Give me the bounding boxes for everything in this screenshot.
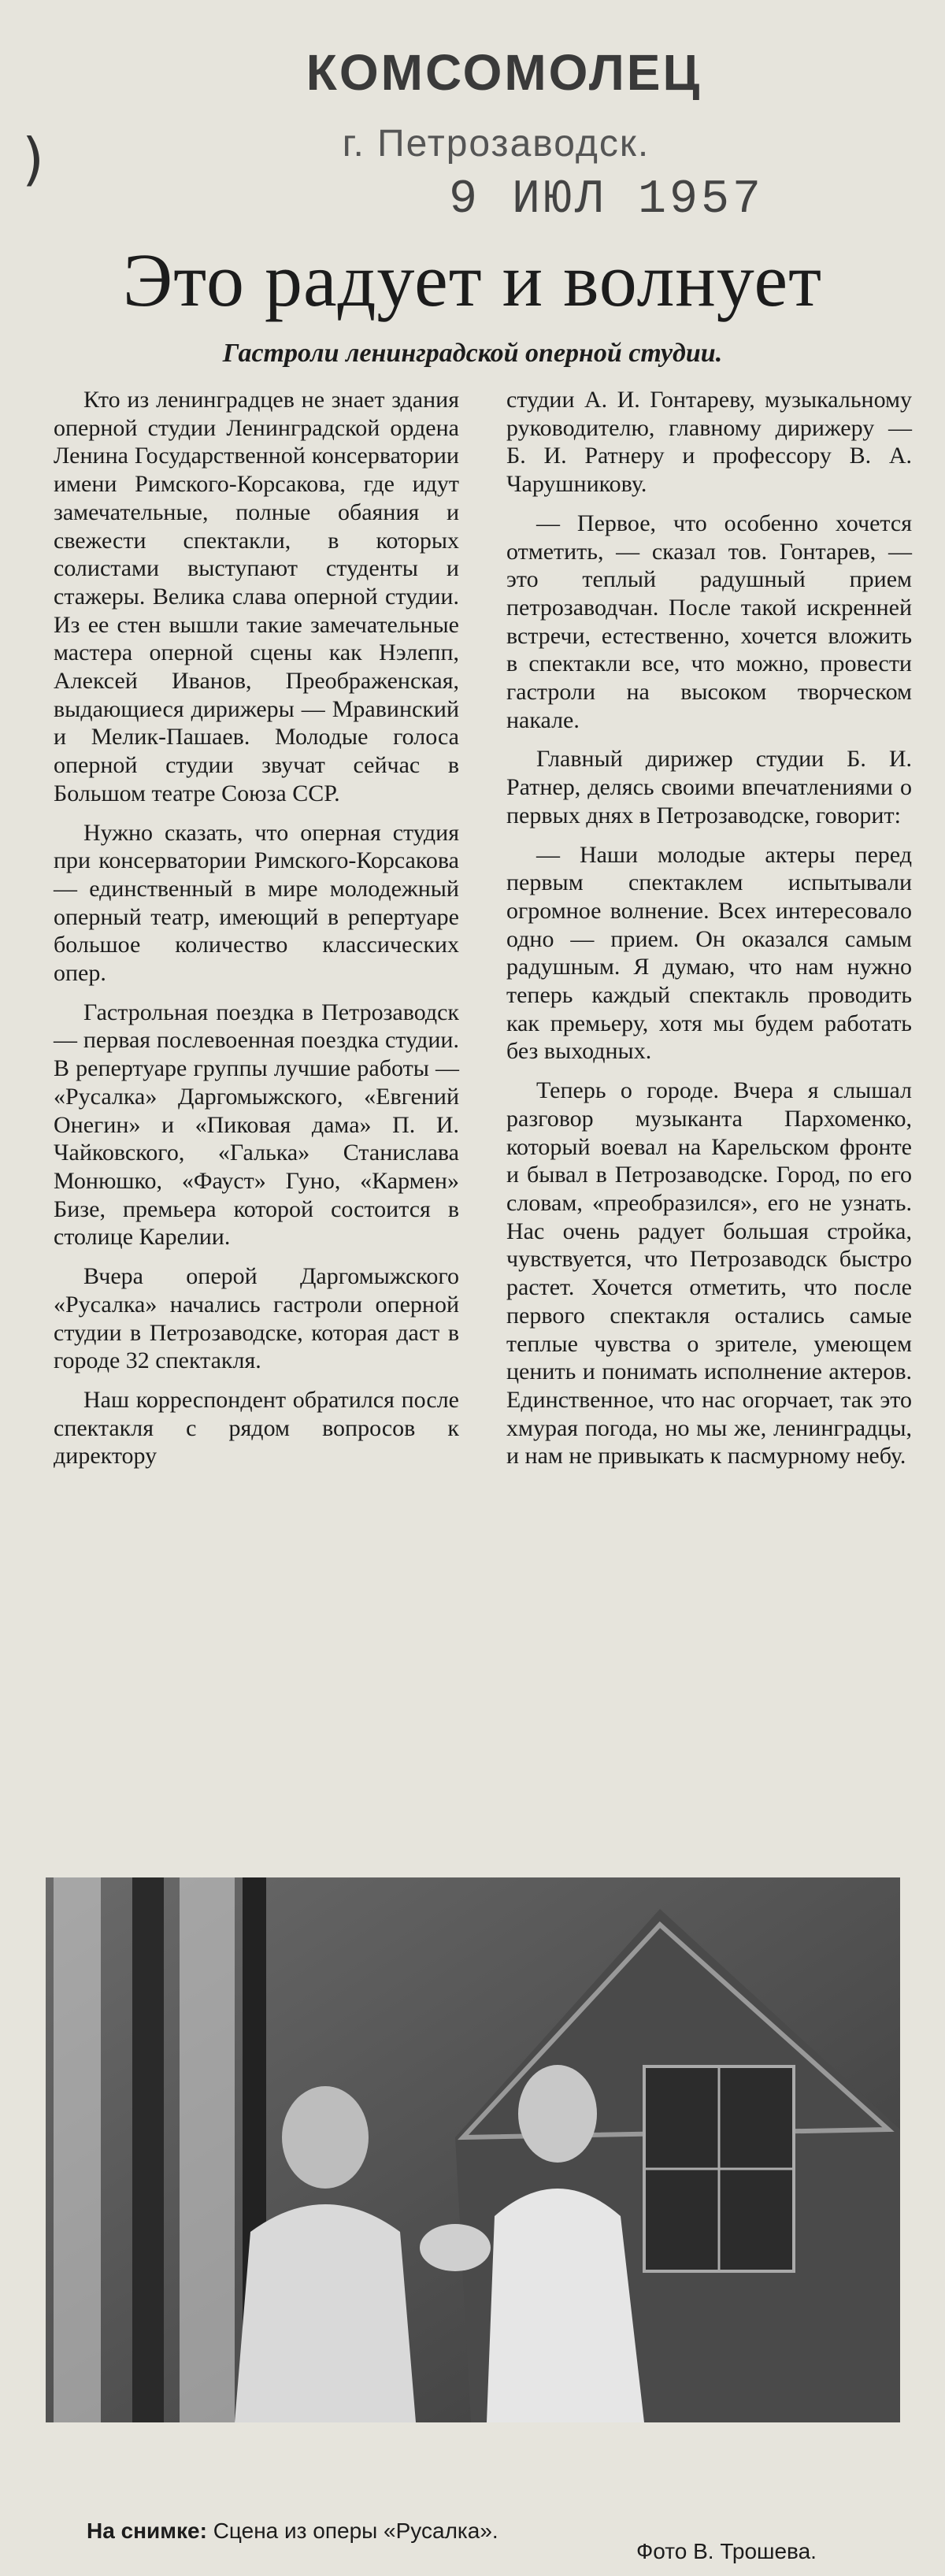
photo-caption [87,2519,498,2544]
stamp-city: г. Петрозаводск. [342,123,650,165]
opera-scene-photo [46,1877,900,2422]
article-subheadline: Гастроли ленинградской оперной студии. [222,339,723,368]
article-left-column [54,386,459,1481]
paragraph: студии А. И. Гонтареву, музыкальному руководителю, главному дирижеру — Б. И. Ратнеру и профессору В. А. Чарушникову. [506,387,912,498]
paragraph: Наш корреспондент обратился после спектакля с рядом вопросов к директору [54,1386,459,1470]
article-right-column [506,386,912,1481]
caption-text: Сцена из оперы «Русалка». [213,2519,498,2543]
paragraph: Гастрольная поездка в Петрозаводск — первая послевоенная поездка студии. В репертуаре группы лучшие работы — «Русалка» Даргомыжского, «Евгений Онегин» и «Пиковая дама» П. И. Чайковского, «Галька» Станислава Монюшко, «Фауст» Гуно, «Кармен» Бизе, премьера которой состоится в столице Карелии. [54,999,459,1251]
stamp-newspaper-name: КОМСОМОЛЕЦ [306,44,702,101]
photo-credit: Фото В. Трошева. [636,2539,817,2563]
paragraph: Нужно сказать, что оперная студия при консерватории Римского-Корсакова — единственный в мире молодежный оперный театр, имеющий в репертуаре большое количество классических опер. [54,819,459,987]
paragraph: — Наши молодые актеры перед первым спектаклем испытывали огромное волнение. Всех интересовало одно — прием. Он оказался самым радушным. Я думаю, что нам нужно теперь каждый спектакль проводить как премьеру, хотя мы будем работать без выходных. [506,841,912,1065]
paragraph: Кто из ленинградцев не знает здания оперной студии Ленинградской ордена Ленина Государственной консерватории имени Римского-Корсакова, где идут замечательные, полные обаяния и свежести спектакли, в которых солистами выступают студенты и стажеры. Велика слава оперной студии. Из ее стен вышли такие замечательные мастера оперной сцены как Нэлепп, Алексей Иванов, Преображенская, выдающиеся дирижеры — Мравинский и Мелик-Пашаев. Молодые голоса оперной студии звучат сейчас в Большом театре Союза ССР. [54,387,459,806]
paragraph: Главный дирижер студии Б. И. Ратнер, делясь своими впечатлениями о первых днях в Петрозаводске, говорит: [506,746,912,828]
article-headline: Это радует и волнует [122,238,823,322]
paragraph: Вчера оперой Даргомыжского «Русалка» начались гастроли оперной студии в Петрозаводске, которая даст в городе 32 спектакля. [54,1263,459,1374]
stamp-date: 9 ИЮЛ 1957 [449,173,765,227]
paragraph: Теперь о городе. Вчера я слышал разговор музыканта Пархоменко, который воевал на Карельском фронте и бывал в Петрозаводске. Город, по его словам, «преобразился», его не узнать. Нас очень радует большая стройка, чувствуется, что Петрозаводск быстро растет. Хочется отметить, что после первого спектакля остались самые теплые чувства о зрителе, умеющем ценить и понимать исполнение актеров. Единственное, что нас огорчает, так это хмурая погода, но мы же, ленинградцы, и нам не привыкать к пасмурному небу. [506,1077,912,1470]
paragraph: — Первое, что особенно хочется отметить, — сказал тов. Гонтарев, — это теплый радушный прием петрозаводчан. После такой искренней встречи, естественно, хочется вложить в спектакли все, что можно, провести гастроли на высоком творческом накале. [506,510,912,733]
pencil-mark: ) [22,126,45,192]
caption-lead: На снимке: [87,2519,207,2543]
